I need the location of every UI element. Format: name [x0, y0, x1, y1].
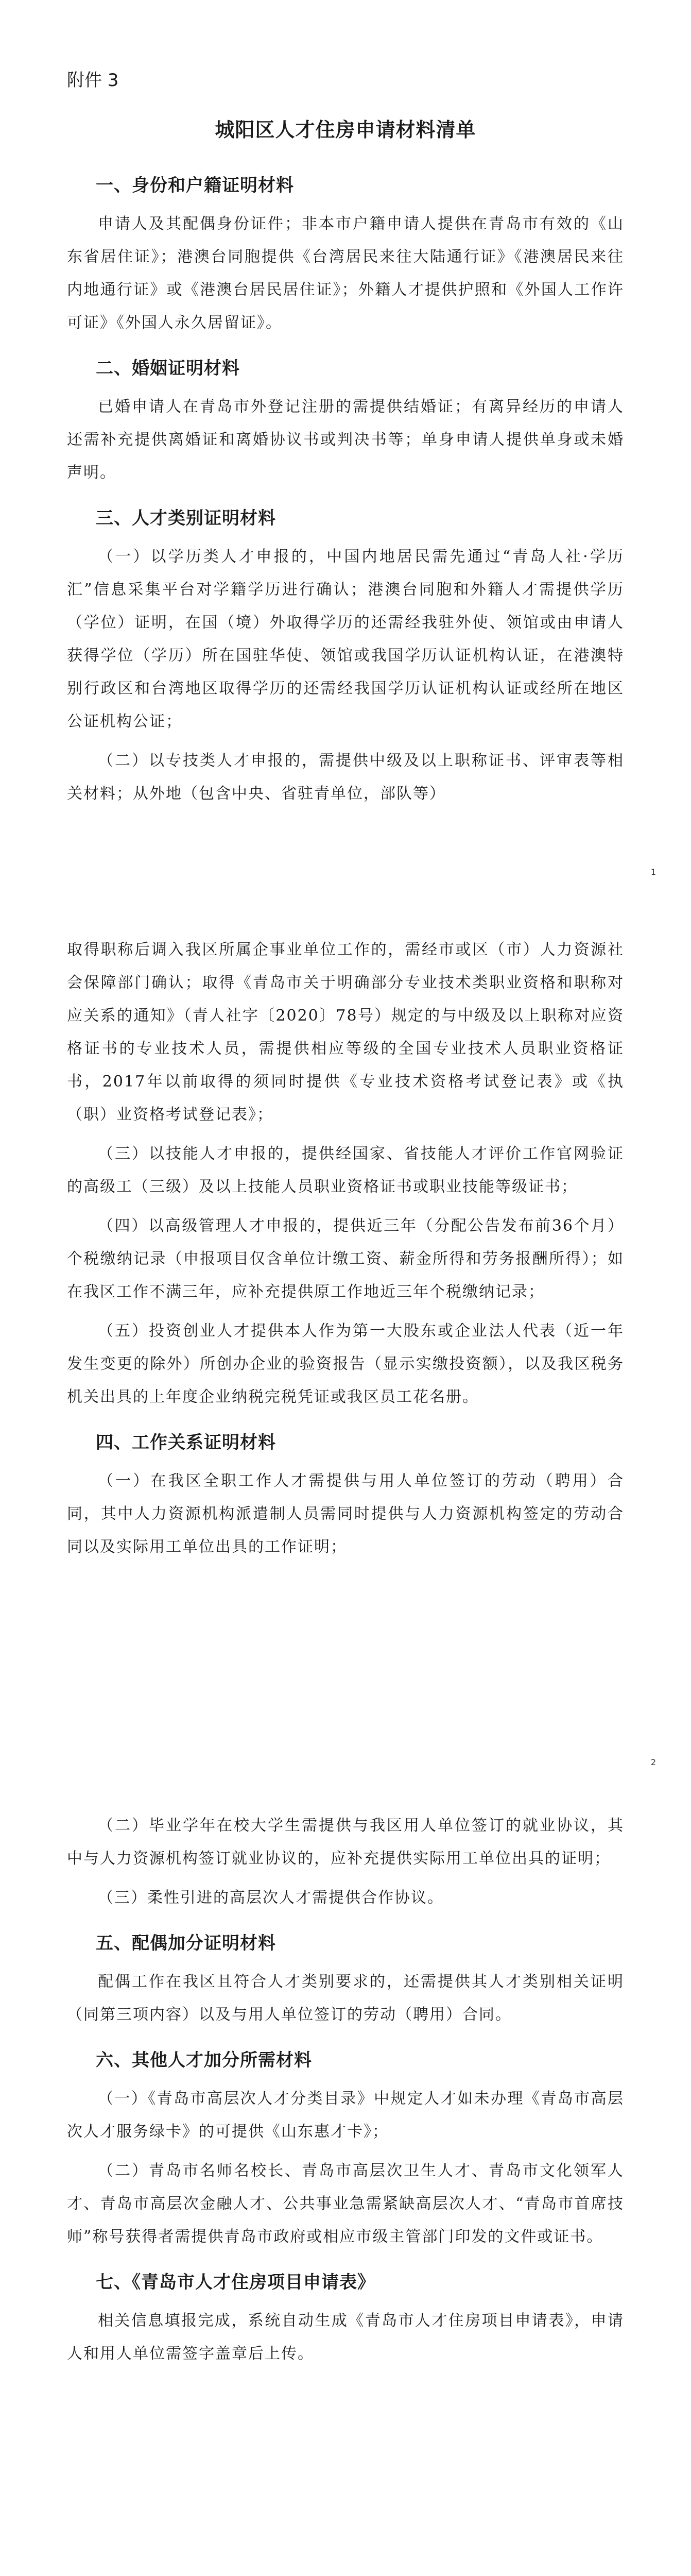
paragraph-graduate-students: （二）毕业学年在校大学生需提供与我区用人单位签订的就业协议，其中与人力资源机构签订就业协议的，应补充提供实际用工单位出具的证明；: [67, 1817, 624, 1868]
paragraph-named-talents: （二）青岛市名师名校长、青岛市高层次卫生人才、青岛市文化领军人才、青岛市高层次金融人才、公共事业急需紧缺高层次人才、“青岛市首席技师”称号获得者需提供青岛市政府或相应市级主管部门印发的文件或证书。: [67, 2162, 624, 2246]
paragraph-senior-management: （四）以高级管理人才申报的，提供近三年（分配公告发布前36个月）个税缴纳记录（申报项目仅含单位计缴工资、薪金所得和劳务报酬所得）；如在我区工作不满三年，应补充提供原工作地近三年个税缴纳记录；: [67, 1217, 624, 1301]
paragraph-identity: 申请人及其配偶身份证件；非本市户籍申请人提供在青岛市有效的《山东省居住证》；港澳台同胞提供《台湾居民来往大陆通行证》《港澳居民来往内地通行证》或《港澳台居民居住证》；外籍人才提供护照和《外国人工作许可证》《外国人永久居留证》。: [67, 215, 624, 332]
paragraph-fulltime-employment: （一）在我区全职工作人才需提供与用人单位签订的劳动（聘用）合同，其中人力资源机构派遣制人员需同时提供与人力资源机构签定的劳动合同以及实际用工单位出具的工作证明；: [67, 1472, 624, 1556]
paragraph-green-card: （一）《青岛市高层次人才分类目录》中规定人才如未办理《青岛市高层次人才服务绿卡》的可提供《山东惠才卡》；: [67, 2090, 624, 2141]
paragraph-skilled-talent: （三）以技能人才申报的，提供经国家、省技能人才评价工作官网验证的高级工（三级）及以上技能人员职业资格证书或职业技能等级证书；: [67, 1145, 624, 1196]
paragraph-application-form: 相关信息填报完成，系统自动生成《青岛市人才住房项目申请表》，申请人和用人单位需签字盖章后上传。: [67, 2312, 624, 2363]
paragraph-entrepreneur: （五）投资创业人才提供本人作为第一大股东或企业法人代表（近一年发生变更的除外）所创办企业的验资报告（显示实缴投资额），以及我区税务机关出具的上年度企业纳税完税凭证或我区员工花名册。: [67, 1322, 624, 1406]
section-heading-identity: 一、身份和户籍证明材料: [96, 175, 294, 196]
document-page-2: [0, 907, 691, 1783]
section-heading-other-bonus: 六、其他人才加分所需材料: [96, 2050, 312, 2071]
paragraph-professional-talent-start: （二）以专技类人才申报的，需提供中级及以上职称证书、评审表等相关材料；从外地（包含中央、省驻青单位，部队等）: [67, 752, 624, 803]
paragraph-professional-talent-continued: 取得职称后调入我区所属企事业单位工作的，需经市或区（市）人力资源社会保障部门确认；取得《青岛市关于明确部分专业技术类职业资格和职称对应关系的通知》（青人社字〔2020〕78号）规定的与中级及以上职称对应资格证书的专业技术人员，需提供相应等级的全国专业技术人员职业资格证书，2017年以前取得的须同时提供《专业技术资格考试登记表》或《执（职）业资格考试登记表》；: [67, 941, 624, 1124]
section-heading-marriage: 二、婚姻证明材料: [96, 358, 240, 379]
section-heading-spouse: 五、配偶加分证明材料: [96, 1933, 276, 1954]
document-page-3: [0, 1783, 691, 2576]
document-title: 城阳区人才住房申请材料清单: [215, 118, 476, 141]
document-page-1: [0, 0, 691, 907]
section-heading-talent-category: 三、人才类别证明材料: [96, 508, 276, 529]
paragraph-spouse: 配偶工作在我区且符合人才类别要求的，还需提供其人才类别相关证明（同第三项内容）以及与用人单位签订的劳动（聘用）合同。: [67, 1973, 624, 2024]
page-number: 2: [650, 1757, 656, 1767]
attachment-label: 附件 3: [67, 70, 119, 91]
page-number: 1: [650, 867, 656, 877]
section-heading-application-form: 七、《青岛市人才住房项目申请表》: [96, 2272, 375, 2293]
paragraph-flexible-talent: （三）柔性引进的高层次人才需提供合作协议。: [98, 1889, 444, 1907]
section-heading-employment: 四、工作关系证明材料: [96, 1432, 276, 1453]
paragraph-marriage: 已婚申请人在青岛市外登记注册的需提供结婚证；有离异经历的申请人还需补充提供离婚证和离婚协议书或判决书等；单身申请人提供单身或未婚声明。: [67, 398, 624, 482]
paragraph-academic-talent: （一）以学历类人才申报的，中国内地居民需先通过“青岛人社·学历汇”信息采集平台对学籍学历进行确认；港澳台同胞和外籍人才需提供学历（学位）证明，在国（境）外取得学历的还需经我驻外使、领馆或由申请人获得学位（学历）所在国驻华使、领馆或我国学历认证机构认证，在港澳特别行政区和台湾地区取得学历的还需经我国学历认证机构认证或经所在地区公证机构公证；: [67, 548, 624, 731]
